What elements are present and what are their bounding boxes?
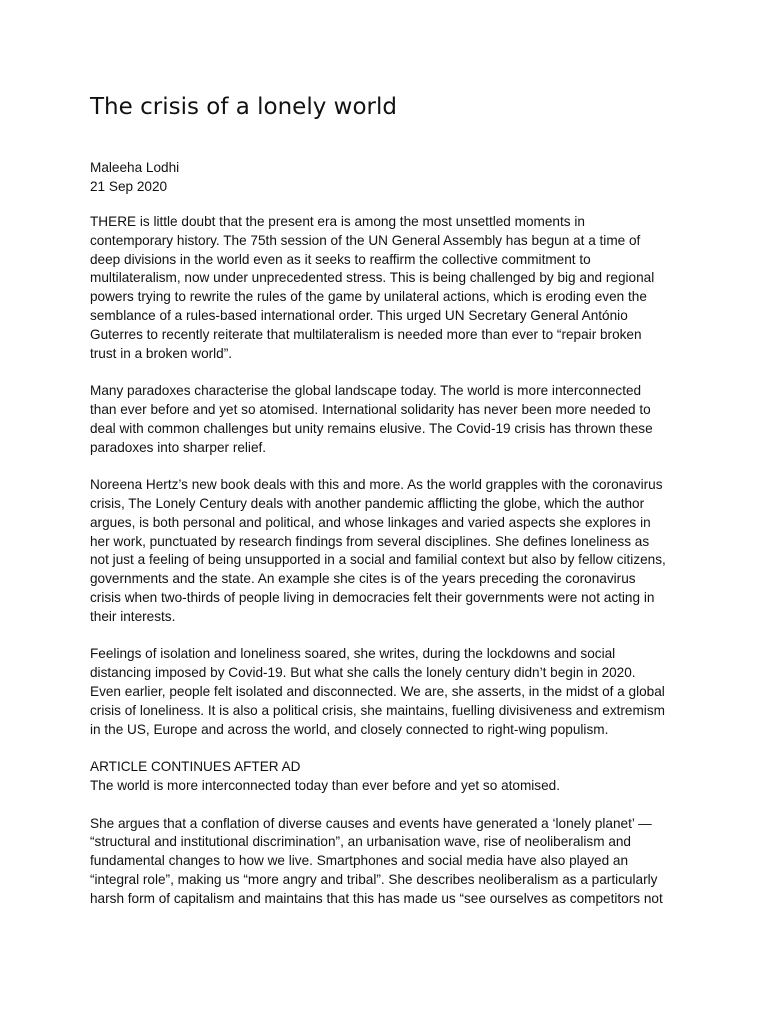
paragraph-line: crisis when two-thirds of people living in democracies felt their governments were not acting in bbox=[90, 589, 655, 605]
paragraph-line: powers trying to rewrite the rules of the game by unilateral actions, which is eroding even the bbox=[90, 289, 647, 305]
paragraph-line: She argues that a conflation of diverse causes and events have generated a ‘lonely planet’ — bbox=[90, 815, 652, 831]
paragraph-line: Guterres to recently reiterate that multilateralism is needed more than ever to “repair broken bbox=[90, 326, 642, 342]
paragraph-line: THERE is little doubt that the present era is among the most unsettled moments in bbox=[90, 214, 585, 229]
paragraph-2 bbox=[90, 382, 690, 457]
ad-notice bbox=[90, 758, 690, 796]
paragraph-line: Even earlier, people felt isolated and disconnected. We are, she asserts, in the midst of a global bbox=[90, 683, 665, 699]
paragraph-line: crisis, The Lonely Century deals with another pandemic afflicting the globe, which the author bbox=[90, 495, 645, 511]
paragraph-5 bbox=[90, 815, 690, 909]
paragraph-line: fundamental changes to how we live. Smartphones and social media have also played an bbox=[90, 853, 629, 869]
paragraph-line: trust in a broken world”. bbox=[90, 345, 233, 361]
paragraph-line: in the US, Europe and across the world, and closely connected to right-wing populism. bbox=[90, 721, 609, 737]
paragraph-line: argues, is both personal and political, and whose linkages and varied aspects she explores in bbox=[90, 514, 651, 530]
paragraph-line: deep divisions in the world even as it seeks to reaffirm the collective commitment to bbox=[90, 251, 591, 267]
paragraph-line: their interests. bbox=[90, 608, 176, 624]
article-body bbox=[90, 213, 690, 927]
author-name: Maleeha Lodhi bbox=[90, 160, 180, 175]
publish-date: 21 Sep 2020 bbox=[90, 179, 168, 194]
paragraph-line: distancing imposed by Covid-19. But what she calls the lonely century didn’t begin in 2020. bbox=[90, 665, 636, 681]
paragraph-line: deal with common challenges but unity remains elusive. The Covid-19 crisis has thrown these bbox=[90, 420, 653, 436]
paragraph-line: paradoxes into sharper relief. bbox=[90, 439, 267, 455]
paragraph-line: semblance of a rules-based international order. This urged UN Secretary General António bbox=[90, 307, 628, 323]
paragraph-line: “structural and institutional discrimination”, an urbanisation wave, rise of neoliberalism and bbox=[90, 834, 631, 850]
paragraph-line: Noreena Hertz’s new book deals with this and more. As the world grapples with the coronavirus bbox=[90, 477, 663, 493]
paragraph-line: contemporary history. The 75th session of the UN General Assembly has begun at a time of bbox=[90, 232, 641, 248]
paragraph-3 bbox=[90, 476, 690, 626]
paragraph-4 bbox=[90, 645, 690, 739]
paragraph-line: harsh form of capitalism and maintains that this has made us “see ourselves as competitors not bbox=[90, 890, 663, 906]
paragraph-line: than ever before and yet so atomised. International solidarity has never been more needed to bbox=[90, 401, 651, 417]
paragraph-line: multilateralism, now under unprecedented stress. This is being challenged by big and regional bbox=[90, 270, 655, 286]
article-title: The crisis of a lonely world bbox=[90, 94, 397, 120]
paragraph-line: Many paradoxes characterise the global landscape today. The world is more interconnected bbox=[90, 383, 642, 399]
paragraph-1 bbox=[90, 213, 690, 363]
ad-label: ARTICLE CONTINUES AFTER AD bbox=[90, 759, 301, 775]
paragraph-line: Feelings of isolation and loneliness soared, she writes, during the lockdowns and social bbox=[90, 646, 616, 662]
paragraph-line: not just a feeling of being unsupported in a social and familial context but also by fellow citizens, bbox=[90, 552, 666, 568]
pull-quote: The world is more interconnected today than ever before and yet so atomised. bbox=[90, 777, 560, 793]
paragraph-line: crisis of loneliness. It is also a political crisis, she maintains, fuelling divisiveness and extremism bbox=[90, 702, 665, 718]
paragraph-line: governments and the state. An example she cites is of the years preceding the coronavirus bbox=[90, 571, 636, 587]
paragraph-line: her work, punctuated by research findings from several disciplines. She defines loneliness as bbox=[90, 533, 650, 549]
article-meta bbox=[90, 158, 179, 196]
paragraph-line: “integral role”, making us “more angry and tribal”. She describes neoliberalism as a particularly bbox=[90, 871, 658, 887]
